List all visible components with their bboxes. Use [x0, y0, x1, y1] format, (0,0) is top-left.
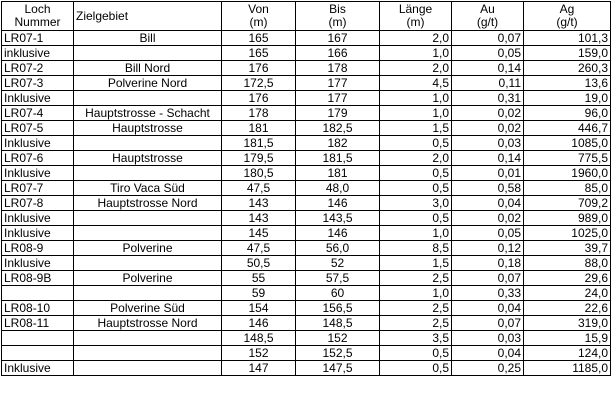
- header-length: Länge (m): [380, 2, 452, 31]
- cell-silver: 260,3: [524, 61, 611, 76]
- cell-to: 146: [296, 196, 380, 211]
- cell-length: 1,0: [380, 46, 452, 61]
- cell-length: 1,5: [380, 121, 452, 136]
- cell-from: 176: [222, 91, 296, 106]
- table-row: [2, 76, 611, 91]
- cell-to: 156,5: [296, 301, 380, 316]
- cell-from: 50,5: [222, 256, 296, 271]
- cell-to: 181,5: [296, 151, 380, 166]
- cell-gold: 0,31: [452, 91, 524, 106]
- cell-silver: 124,0: [524, 346, 611, 361]
- cell-silver: 709,2: [524, 196, 611, 211]
- cell-length: 0,5: [380, 166, 452, 181]
- cell-to: 148,5: [296, 316, 380, 331]
- cell-from: 176: [222, 61, 296, 76]
- cell-hole: Inklusive: [2, 91, 74, 106]
- cell-gold: 0,05: [452, 226, 524, 241]
- cell-gold: 0,01: [452, 166, 524, 181]
- table-row: [2, 136, 611, 151]
- cell-to: 182,5: [296, 121, 380, 136]
- cell-to: 178: [296, 61, 380, 76]
- cell-silver: 13,6: [524, 76, 611, 91]
- cell-target: [74, 46, 222, 61]
- cell-to: 177: [296, 91, 380, 106]
- header-from: Von (m): [222, 2, 296, 31]
- cell-from: 181,5: [222, 136, 296, 151]
- cell-gold: 0,02: [452, 106, 524, 121]
- cell-to: 177: [296, 76, 380, 91]
- table-row: [2, 106, 611, 121]
- table-row: [2, 91, 611, 106]
- cell-silver: 1185,0: [524, 361, 611, 376]
- cell-gold: 0,07: [452, 31, 524, 46]
- table-row: [2, 61, 611, 76]
- cell-to: 57,5: [296, 271, 380, 286]
- cell-gold: 0,18: [452, 256, 524, 271]
- cell-silver: 1085,0: [524, 136, 611, 151]
- table-row: [2, 211, 611, 226]
- cell-length: 0,5: [380, 181, 452, 196]
- header-target-area: Zielgebiet: [74, 2, 222, 31]
- cell-hole: [2, 286, 74, 301]
- cell-from: 181: [222, 121, 296, 136]
- table-body: [2, 31, 611, 376]
- cell-silver: 159,0: [524, 46, 611, 61]
- cell-silver: 15,9: [524, 331, 611, 346]
- cell-from: 47,5: [222, 241, 296, 256]
- cell-from: 145: [222, 226, 296, 241]
- cell-to: 182: [296, 136, 380, 151]
- cell-target: [74, 226, 222, 241]
- header-gold: Au (g/t): [452, 2, 524, 31]
- cell-from: 165: [222, 46, 296, 61]
- cell-from: 152: [222, 346, 296, 361]
- cell-length: 4,5: [380, 76, 452, 91]
- table-row: [2, 151, 611, 166]
- cell-target: [74, 331, 222, 346]
- cell-gold: 0,05: [452, 46, 524, 61]
- cell-silver: 446,7: [524, 121, 611, 136]
- cell-length: 2,5: [380, 316, 452, 331]
- cell-length: 0,5: [380, 361, 452, 376]
- cell-gold: 0,04: [452, 301, 524, 316]
- table-row: [2, 301, 611, 316]
- cell-hole: LR07-4: [2, 106, 74, 121]
- cell-length: 2,5: [380, 271, 452, 286]
- cell-length: 2,5: [380, 301, 452, 316]
- cell-target: Polverine Süd: [74, 301, 222, 316]
- table-row: [2, 331, 611, 346]
- cell-silver: 88,0: [524, 256, 611, 271]
- cell-hole: LR08-9B: [2, 271, 74, 286]
- table-row: [2, 181, 611, 196]
- cell-hole: LR07-2: [2, 61, 74, 76]
- table-row: [2, 361, 611, 376]
- cell-gold: 0,12: [452, 241, 524, 256]
- cell-target: Polverine Nord: [74, 76, 222, 91]
- drill-results-table: [1, 1, 611, 376]
- cell-target: [74, 91, 222, 106]
- cell-from: 172,5: [222, 76, 296, 91]
- cell-target: [74, 166, 222, 181]
- cell-hole: LR07-8: [2, 196, 74, 211]
- cell-length: 1,0: [380, 226, 452, 241]
- cell-hole: Inklusive: [2, 226, 74, 241]
- cell-target: [74, 136, 222, 151]
- cell-to: 146: [296, 226, 380, 241]
- cell-to: 147,5: [296, 361, 380, 376]
- header-hole-number: Loch Nummer: [2, 2, 74, 31]
- cell-target: [74, 286, 222, 301]
- cell-gold: 0,58: [452, 181, 524, 196]
- header-row: [2, 2, 611, 31]
- cell-length: 0,5: [380, 136, 452, 151]
- cell-from: 143: [222, 211, 296, 226]
- cell-from: 154: [222, 301, 296, 316]
- cell-length: 8,5: [380, 241, 452, 256]
- cell-from: 178: [222, 106, 296, 121]
- cell-gold: 0,03: [452, 331, 524, 346]
- header-silver: Ag (g/t): [524, 2, 611, 31]
- table-row: [2, 241, 611, 256]
- cell-from: 148,5: [222, 331, 296, 346]
- cell-to: 143,5: [296, 211, 380, 226]
- cell-target: Tiro Vaca Süd: [74, 181, 222, 196]
- cell-gold: 0,14: [452, 151, 524, 166]
- cell-target: Hauptstrosse Nord: [74, 316, 222, 331]
- cell-target: Bill Nord: [74, 61, 222, 76]
- cell-to: 166: [296, 46, 380, 61]
- table-row: [2, 166, 611, 181]
- cell-gold: 0,14: [452, 61, 524, 76]
- cell-to: 181: [296, 166, 380, 181]
- table-row: [2, 271, 611, 286]
- cell-hole: Inklusive: [2, 361, 74, 376]
- cell-silver: 19,0: [524, 91, 611, 106]
- cell-target: Hauptstrosse: [74, 151, 222, 166]
- cell-to: 52: [296, 256, 380, 271]
- cell-target: Polverine: [74, 241, 222, 256]
- cell-silver: 989,0: [524, 211, 611, 226]
- cell-target: Polverine: [74, 271, 222, 286]
- cell-gold: 0,04: [452, 346, 524, 361]
- cell-hole: Inklusive: [2, 136, 74, 151]
- cell-length: 3,0: [380, 196, 452, 211]
- cell-to: 152: [296, 331, 380, 346]
- header-to: Bis (m): [296, 2, 380, 31]
- cell-hole: [2, 346, 74, 361]
- cell-from: 55: [222, 271, 296, 286]
- cell-target: Hauptstrosse Nord: [74, 196, 222, 211]
- cell-hole: [2, 331, 74, 346]
- cell-gold: 0,11: [452, 76, 524, 91]
- cell-silver: 29,6: [524, 271, 611, 286]
- cell-hole: LR07-6: [2, 151, 74, 166]
- cell-target: Bill: [74, 31, 222, 46]
- cell-hole: LR07-7: [2, 181, 74, 196]
- cell-silver: 1025,0: [524, 226, 611, 241]
- cell-to: 60: [296, 286, 380, 301]
- cell-gold: 0,25: [452, 361, 524, 376]
- cell-length: 1,0: [380, 106, 452, 121]
- cell-hole: Inklusive: [2, 256, 74, 271]
- table-row: [2, 316, 611, 331]
- cell-hole: LR08-9: [2, 241, 74, 256]
- cell-gold: 0,04: [452, 196, 524, 211]
- cell-target: [74, 361, 222, 376]
- cell-gold: 0,07: [452, 316, 524, 331]
- cell-target: [74, 346, 222, 361]
- table-row: [2, 346, 611, 361]
- table-row: [2, 196, 611, 211]
- cell-from: 146: [222, 316, 296, 331]
- cell-hole: Inklusive: [2, 166, 74, 181]
- cell-gold: 0,02: [452, 211, 524, 226]
- cell-from: 179,5: [222, 151, 296, 166]
- cell-hole: LR07-3: [2, 76, 74, 91]
- cell-hole: LR07-5: [2, 121, 74, 136]
- cell-silver: 101,3: [524, 31, 611, 46]
- cell-silver: 775,5: [524, 151, 611, 166]
- cell-silver: 96,0: [524, 106, 611, 121]
- cell-silver: 22,6: [524, 301, 611, 316]
- cell-from: 165: [222, 31, 296, 46]
- cell-gold: 0,33: [452, 286, 524, 301]
- cell-length: 3,5: [380, 331, 452, 346]
- cell-from: 59: [222, 286, 296, 301]
- cell-length: 2,0: [380, 61, 452, 76]
- cell-hole: LR07-1: [2, 31, 74, 46]
- table-row: [2, 46, 611, 61]
- cell-target: Hauptstrosse - Schacht: [74, 106, 222, 121]
- cell-target: [74, 256, 222, 271]
- cell-length: 0,5: [380, 211, 452, 226]
- table-row: [2, 226, 611, 241]
- cell-to: 167: [296, 31, 380, 46]
- table-row: [2, 121, 611, 136]
- cell-from: 147: [222, 361, 296, 376]
- cell-hole: Inklusive: [2, 211, 74, 226]
- cell-to: 179: [296, 106, 380, 121]
- cell-length: 1,0: [380, 91, 452, 106]
- cell-silver: 39,7: [524, 241, 611, 256]
- cell-silver: 1960,0: [524, 166, 611, 181]
- cell-silver: 85,0: [524, 181, 611, 196]
- cell-from: 47,5: [222, 181, 296, 196]
- cell-to: 56,0: [296, 241, 380, 256]
- cell-target: [74, 211, 222, 226]
- cell-gold: 0,07: [452, 271, 524, 286]
- cell-to: 48,0: [296, 181, 380, 196]
- cell-from: 180,5: [222, 166, 296, 181]
- cell-silver: 319,0: [524, 316, 611, 331]
- cell-length: 0,5: [380, 346, 452, 361]
- cell-to: 152,5: [296, 346, 380, 361]
- cell-gold: 0,02: [452, 121, 524, 136]
- table-row: [2, 31, 611, 46]
- table-row: [2, 256, 611, 271]
- cell-target: Hauptstrosse: [74, 121, 222, 136]
- cell-hole: inklusive: [2, 46, 74, 61]
- cell-gold: 0,03: [452, 136, 524, 151]
- cell-hole: LR08-10: [2, 301, 74, 316]
- cell-length: 2,0: [380, 151, 452, 166]
- cell-from: 143: [222, 196, 296, 211]
- cell-silver: 24,0: [524, 286, 611, 301]
- cell-hole: LR08-11: [2, 316, 74, 331]
- cell-length: 1,0: [380, 286, 452, 301]
- cell-length: 2,0: [380, 31, 452, 46]
- cell-length: 1,5: [380, 256, 452, 271]
- table-row: [2, 286, 611, 301]
